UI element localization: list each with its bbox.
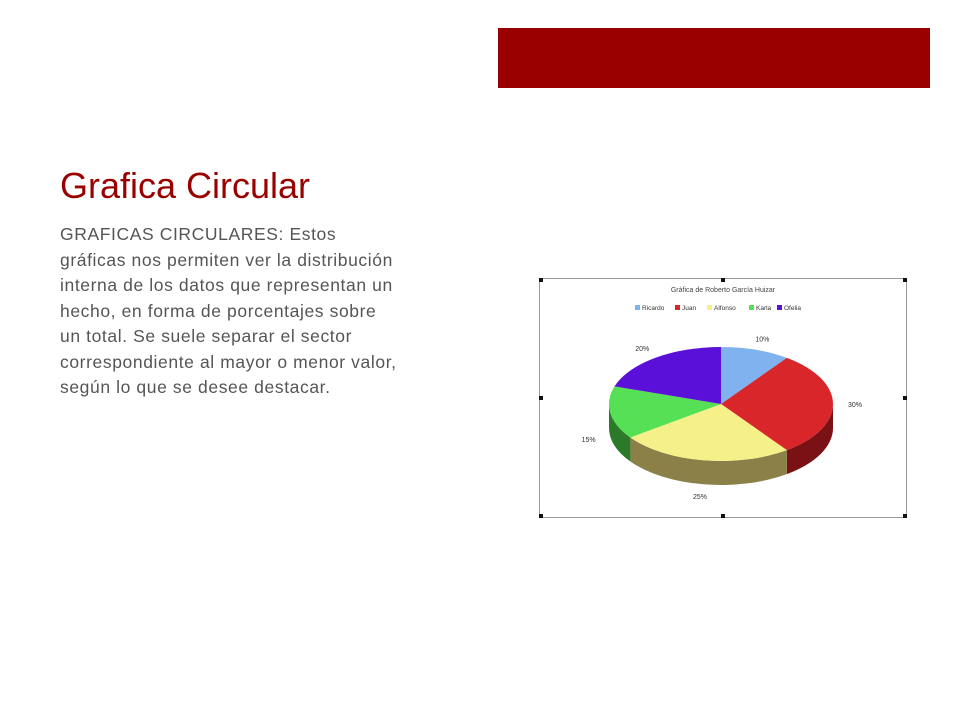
legend-swatch bbox=[675, 305, 680, 310]
pie-value-label: 15% bbox=[581, 436, 596, 444]
resize-handle-0[interactable] bbox=[539, 278, 543, 282]
resize-handle-1[interactable] bbox=[721, 278, 725, 282]
resize-handle-7[interactable] bbox=[903, 514, 907, 518]
pie-slices bbox=[609, 347, 833, 485]
legend-item bbox=[675, 305, 696, 312]
header-accent-bar bbox=[498, 28, 930, 88]
legend-label: Karla bbox=[756, 305, 772, 312]
slide-body-text: GRAFICAS CIRCULARES: Estos gráficas nos permiten ver la distribución interna de los datos que representan un hecho, en forma de porcentajes sobre un total. Se suele separar el sector correspondiente al mayor o menor valor, según lo que se desee destacar. bbox=[60, 224, 397, 397]
resize-handle-6[interactable] bbox=[721, 514, 725, 518]
legend-item bbox=[635, 305, 665, 312]
pie-chart-svg bbox=[539, 278, 907, 518]
resize-handle-2[interactable] bbox=[903, 278, 907, 282]
legend-swatch bbox=[749, 305, 754, 310]
pie-value-label: 25% bbox=[693, 494, 708, 502]
legend-swatch bbox=[777, 305, 782, 310]
pie-value-label: 10% bbox=[755, 336, 770, 344]
chart-title: Gráfica de Roberto García Huizar bbox=[670, 287, 776, 294]
legend-label: Alfonso bbox=[714, 305, 736, 312]
legend-swatch bbox=[635, 305, 640, 310]
chart-legend bbox=[635, 305, 801, 312]
legend-item bbox=[707, 305, 736, 312]
resize-handle-4[interactable] bbox=[903, 396, 907, 400]
legend-item bbox=[777, 305, 801, 312]
legend-label: Ofelia bbox=[784, 305, 801, 312]
resize-handle-3[interactable] bbox=[539, 396, 543, 400]
pie-value-label: 20% bbox=[635, 346, 650, 354]
legend-swatch bbox=[707, 305, 712, 310]
legend-label: Juan bbox=[682, 305, 697, 312]
resize-handle-5[interactable] bbox=[539, 514, 543, 518]
legend-item bbox=[749, 305, 772, 312]
legend-label: Ricardo bbox=[642, 305, 665, 312]
pie-chart-image[interactable] bbox=[539, 278, 907, 518]
pie-value-label: 30% bbox=[847, 402, 863, 409]
slide-title: Grafica Circular bbox=[60, 165, 311, 206]
